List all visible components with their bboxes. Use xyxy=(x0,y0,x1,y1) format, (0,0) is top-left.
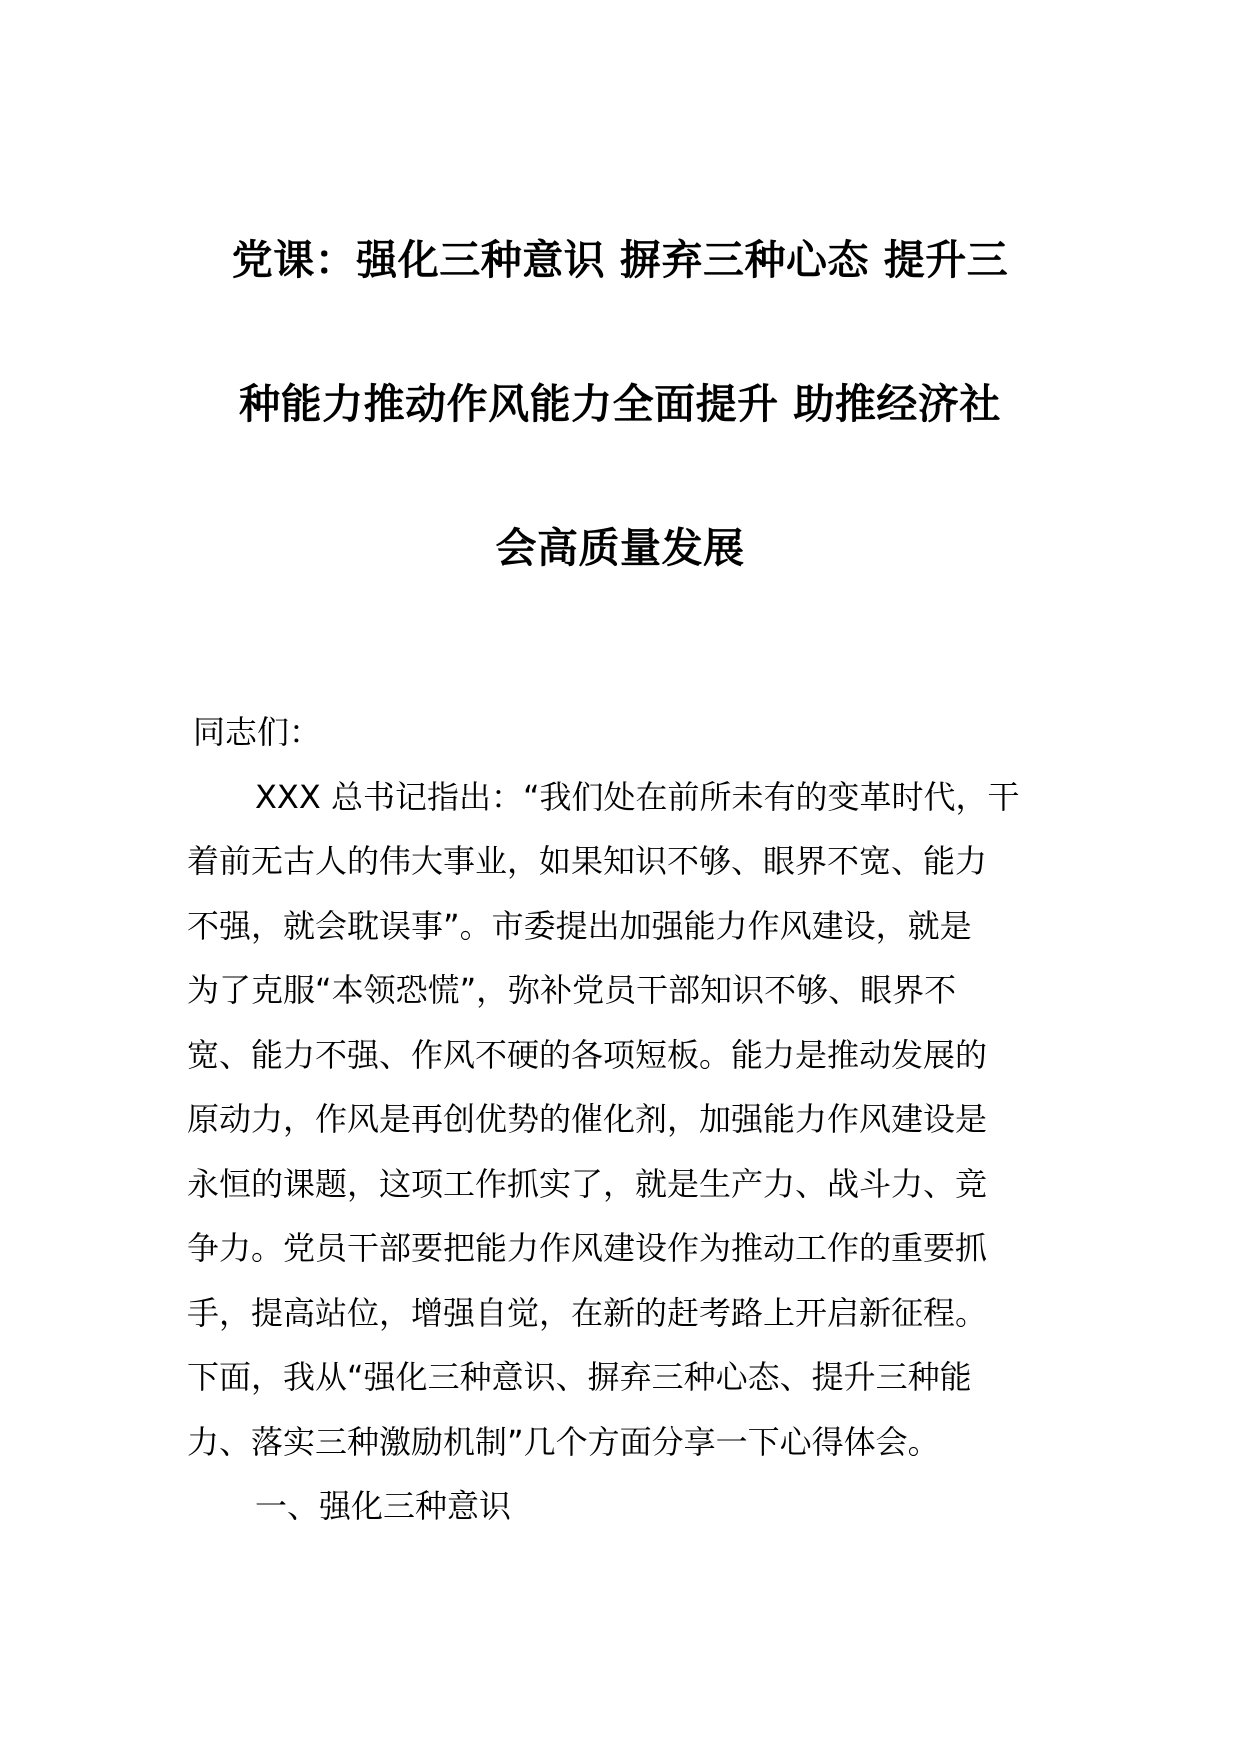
title-line: 会高质量发展 xyxy=(495,524,745,572)
paragraph-line: XXX 总书记指出：“我们处在前所未有的变革时代，干 xyxy=(255,777,1020,816)
document-title xyxy=(186,188,1054,620)
paragraph-line: 原动力，作风是再创优势的催化剂，加强能力作风建设是 xyxy=(187,1100,988,1138)
body-paragraph xyxy=(187,765,1053,1475)
paragraph-line: 宽、能力不强、作风不硬的各项短板。能力是推动发展的 xyxy=(187,1035,988,1074)
title-line: 种能力推动作风能力全面提升 助推经济社 xyxy=(239,380,1001,428)
paragraph-line: 着前无古人的伟大事业，如果知识不够、眼界不宽、能力 xyxy=(187,842,988,880)
paragraph-line: 手，提高站位，增强自觉，在新的赶考路上开启新征程。 xyxy=(187,1293,988,1332)
paragraph-line: 不强，就会耽误事”。市委提出加强能力作风建设，就是 xyxy=(187,906,972,945)
paragraph-line: 永恒的课题，这项工作抓实了，就是生产力、战斗力、竞 xyxy=(187,1164,988,1203)
paragraph-line: 力、落实三种激励机制”几个方面分享一下心得体会。 xyxy=(187,1422,940,1461)
paragraph-line: 争力。党员干部要把能力作风建设作为推动工作的重要抓 xyxy=(187,1229,988,1267)
section-heading: 一、强化三种意识 xyxy=(255,1487,512,1525)
paragraph-line: 为了克服“本领恐慌”，弥补党员干部知识不够、眼界不 xyxy=(187,971,957,1009)
title-line: 党课：强化三种意识 摒弃三种心态 提升三 xyxy=(231,236,1009,284)
paragraph-line: 下面，我从“强化三种意识、摒弃三种心态、提升三种能 xyxy=(187,1358,972,1396)
salutation: 同志们： xyxy=(193,713,322,751)
document-body xyxy=(187,700,1053,1539)
